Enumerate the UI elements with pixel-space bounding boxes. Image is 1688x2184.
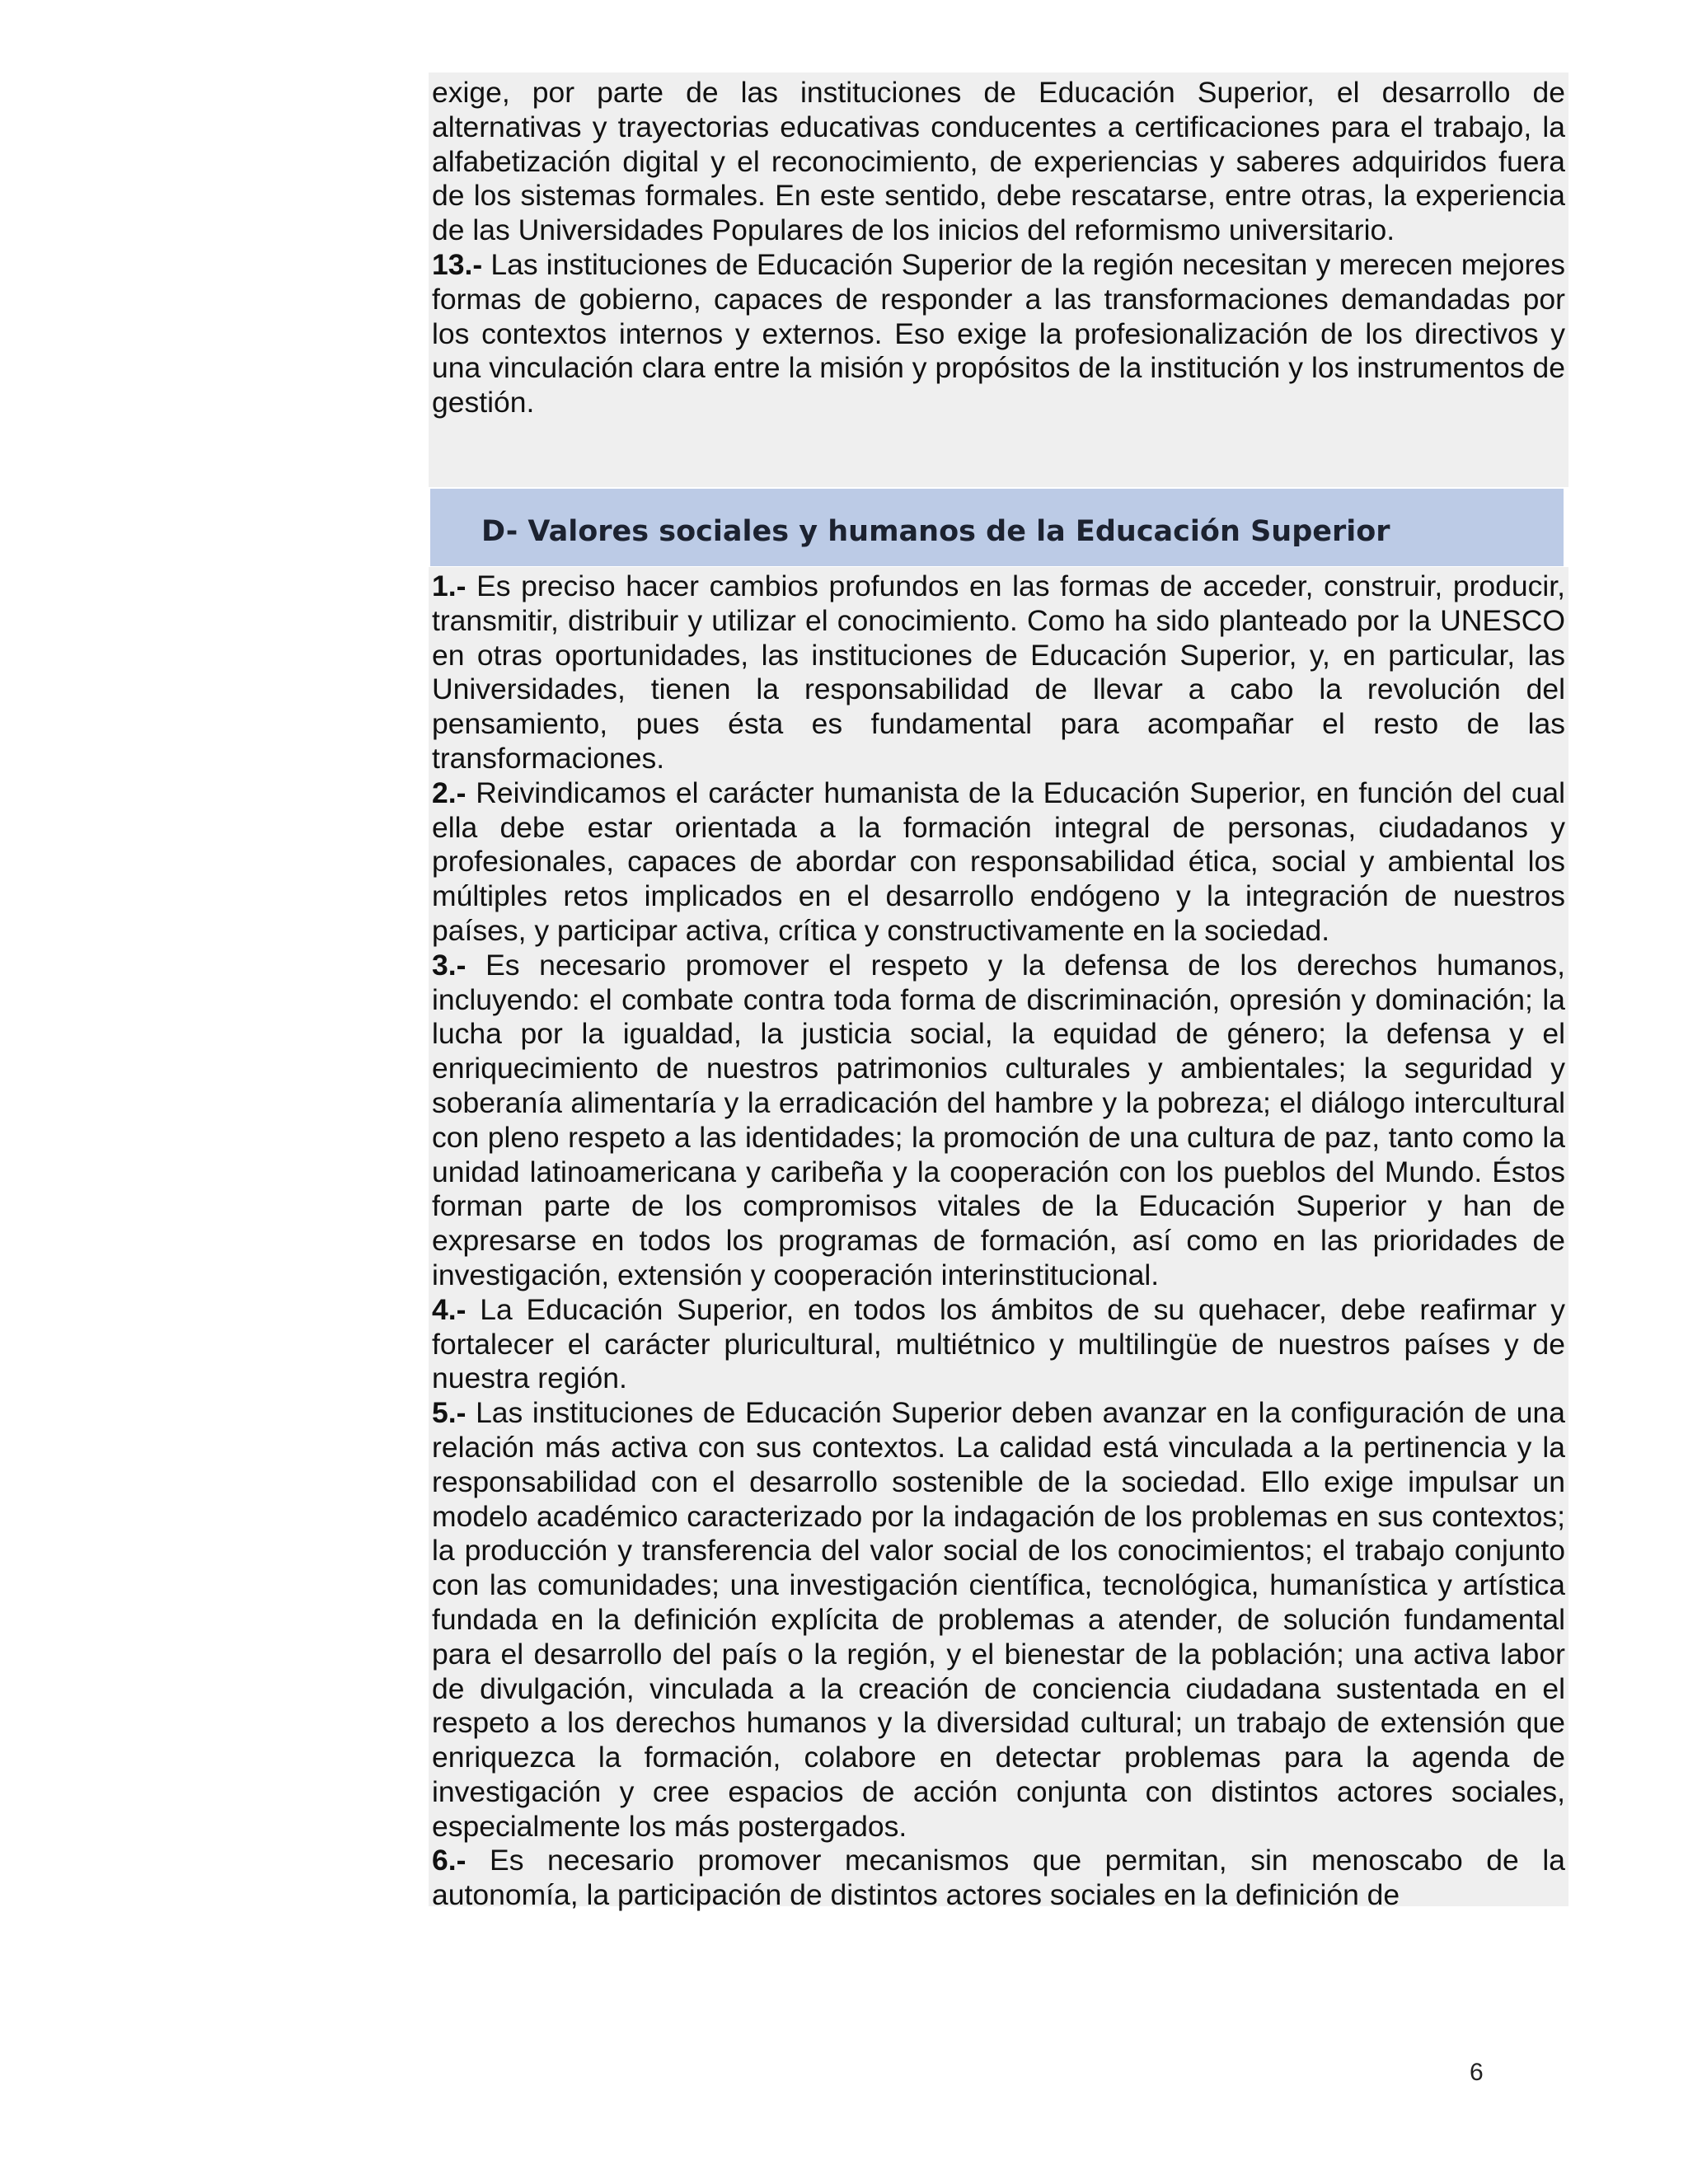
section-d-header	[430, 489, 1564, 566]
item-13-number: 13.-	[432, 247, 483, 281]
section-d-item-2	[432, 776, 1565, 949]
item-number: 1.-	[432, 569, 467, 602]
item-number: 3.-	[432, 948, 467, 982]
section-d-body	[429, 567, 1568, 1912]
section-d-item-6	[432, 1844, 1565, 1913]
item-text: Es necesario promover el respeto y la defensa de los derechos humanos, incluyendo: el combate contra toda forma de discriminación, opresión y dominación; la lucha por la igualdad, la justicia social, la equidad de género; la defensa y el enriquecimiento de nuestros patrimonios culturales y ambientales; la seguridad y soberanía alimentaría y la erradicación del hambre y la pobreza; el diálogo intercultural con pleno respeto a las identidades; la promoción de una cultura de paz, tanto como la unidad latinoamericana y caribeña y la cooperación con los pueblos del Mundo. Éstos forman parte de los compromisos vitales de la Educación Superior y han de expresarse en todos los programas de formación, así como en las prioridades de investigación, extensión y cooperación interinstitucional.	[432, 948, 1566, 1291]
section-d-item-4	[432, 1293, 1565, 1396]
page-number: 6	[1470, 2059, 1484, 2086]
item-text: La Educación Superior, en todos los ámbitos de su quehacer, debe reafirmar y fortalecer el carácter pluricultural, multiétnico y multilingüe de nuestros países y de nuestra región.	[432, 1292, 1565, 1395]
section-d-item-3	[432, 949, 1565, 1293]
item-text: Es necesario promover mecanismos que permitan, sin menoscabo de la autonomía, la participación de distintos actores sociales en la definición de	[432, 1844, 1565, 1912]
item-13-text: Las instituciones de Educación Superior de la región necesitan y merecen mejores formas de gobierno, capaces de responder a las transformaciones demandadas por los contextos internos y externos. Eso exige la profesionalización de los directivos y una vinculación clara entre la misión y propósitos de la institución y los instrumentos de gestión.	[432, 247, 1565, 419]
section-d-item-1	[432, 569, 1565, 776]
item-text: Reivindicamos el carácter humanista de la Educación Superior, en función del cual ella debe estar orientada a la formación integral de personas, ciudadanos y profesionales, capaces de abordar con responsabilidad ética, social y ambiental los múltiples retos implicados en el desarrollo endógeno y la integración de nuestros países, y participar activa, crítica y constructivamente en la sociedad.	[432, 776, 1565, 947]
item-text: Es preciso hacer cambios profundos en las formas de acceder, construir, producir, transmitir, distribuir y utilizar el conocimiento. Como ha sido planteado por la UNESCO en otras oportunidades, las instituciones de Educación Superior, y, en particular, las Universidades, tienen la responsabilidad de llevar a cabo la revolución del pensamiento, pues ésta es fundamental para acompañar el resto de las transformaciones.	[432, 569, 1565, 775]
item-text: Las instituciones de Educación Superior deben avanzar en la configuración de una relación más activa con sus contextos. La calidad está vinculada a la pertinencia y la responsabilidad con el desarrollo sostenible de la sociedad. Ello exige impulsar un modelo académico caracterizado por la indagación de los problemas en sus contextos; la producción y transferencia del valor social de los conocimientos; el trabajo conjunto con las comunidades; una investigación científica, tecnológica, humanística y artística fundada en la definición explícita de problemas a atender, de solución fundamental para el desarrollo del país o la región, y el bienestar de la población; una activa labor de divulgación, vinculada a la creación de conciencia ciudadana sustentada en el respeto a los derechos humanos y la diversidad cultural; un trabajo de extensión que enriquezca la formación, colabore en detectar problemas para la agenda de investigación y cree espacios de acción conjunta con distintos actores sociales, especialmente los más postergados.	[432, 1396, 1565, 1843]
item-number: 5.-	[432, 1396, 467, 1430]
item-number: 4.-	[432, 1292, 467, 1326]
item-13-paragraph	[432, 248, 1565, 420]
continuation-paragraph: exige, por parte de las instituciones de Educación Superior, el desarrollo de alternativas y trayectorias educativas conducentes a certificaciones para el trabajo, la alfabetización digital y el reconocimiento, de experiencias y saberes adquiridos fuera de los sistemas formales. En este sentido, debe rescatarse, entre otras, la experiencia de las Universidades Populares de los inicios del reformismo universitario.	[432, 76, 1565, 247]
text-block-continuation	[429, 73, 1568, 487]
item-number: 6.-	[432, 1844, 467, 1877]
item-number: 2.-	[432, 776, 467, 809]
section-d-title: D- Valores sociales y humanos de la Educación Superior	[481, 515, 1390, 548]
section-d-item-5	[432, 1396, 1565, 1844]
